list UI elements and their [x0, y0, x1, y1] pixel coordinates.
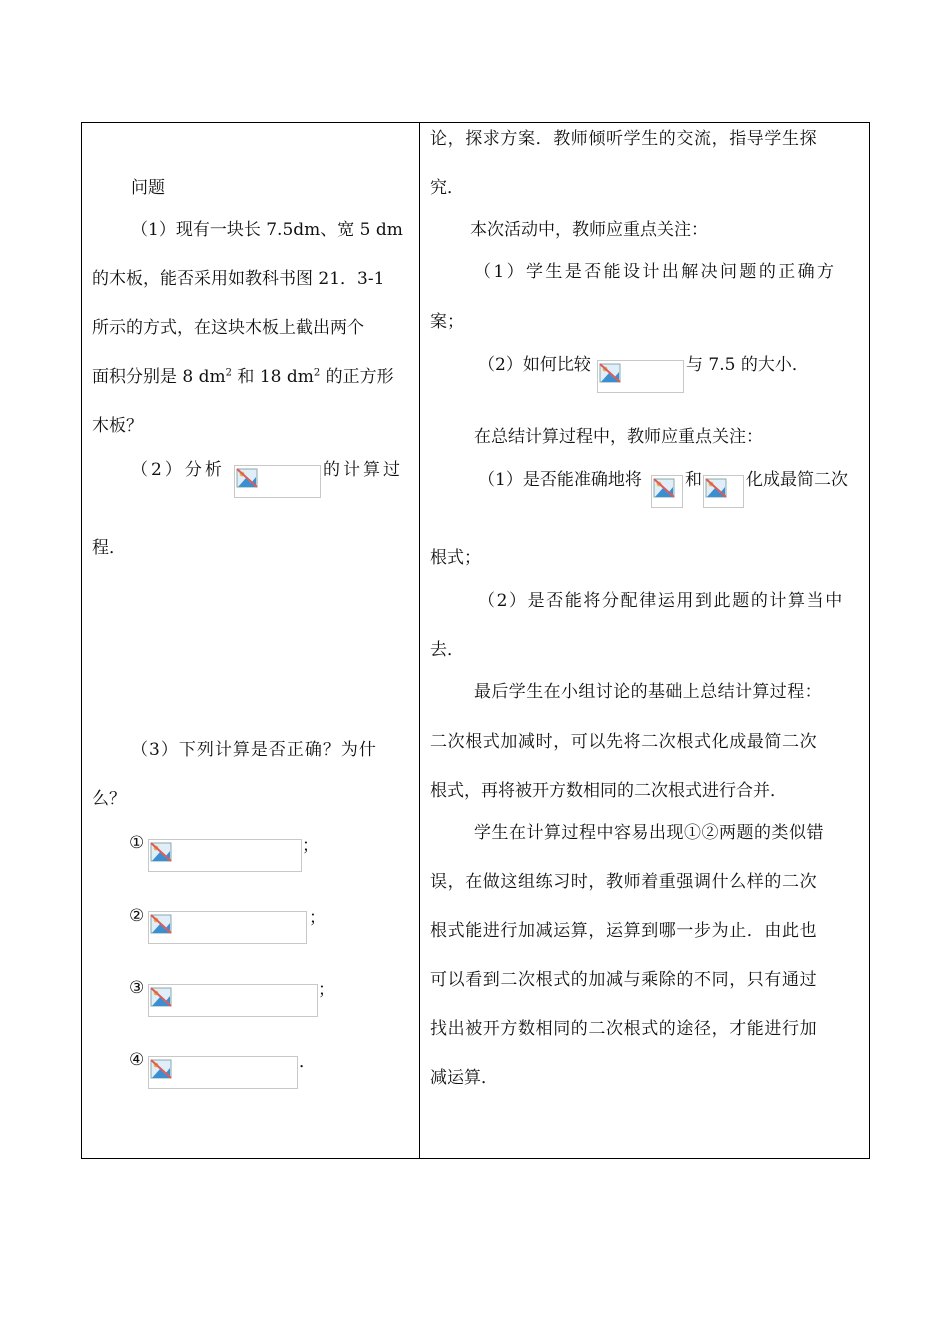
item-marker-2: ② [129, 906, 145, 926]
p6-suffix: 化成最简二次 [746, 470, 848, 490]
p7-line2: 去． [430, 640, 464, 660]
p8-line2: 二次根式加减时，可以先将二次根式化成最简二次 [430, 732, 818, 752]
item-end-2: ； [309, 908, 326, 928]
p9-line3: 根式能进行加减运算，运算到哪一步为止．由此也 [430, 921, 818, 941]
p4-prefix: （2）如何比较 [478, 355, 591, 375]
p9-line5: 找出被开方数相同的二次根式的途径，才能进行加 [430, 1019, 818, 1039]
formula-image-item-2 [148, 911, 307, 944]
q3-line2: 么？ [92, 789, 126, 809]
item-marker-4: ④ [129, 1050, 145, 1070]
q2-suffix: 的计算过 [323, 460, 403, 480]
p6-mid: 和 [685, 470, 702, 490]
column-divider [419, 123, 420, 1158]
q1-line4 [92, 365, 394, 389]
broken-image-icon [149, 840, 173, 864]
p1-line1: 论，探求方案．教师倾听学生的交流，指导学生探 [430, 129, 818, 149]
formula-image-item-3 [148, 984, 318, 1017]
p9-line4: 可以看到二次根式的加减与乘除的不同，只有通过 [430, 970, 818, 990]
q1-line3: 所示的方式，在这块木板上截出两个 [92, 318, 364, 338]
broken-image-icon [149, 1057, 173, 1081]
area-exponent-2: 2 [313, 367, 321, 379]
broken-image-icon [149, 985, 173, 1009]
formula-image-radical-2 [703, 475, 744, 508]
p8-line1: 最后学生在小组讨论的基础上总结计算过程： [474, 682, 822, 702]
formula-image-item-1 [148, 839, 302, 872]
item-end-3: ； [318, 980, 335, 1000]
q1-line2: 的木板，能否采用如教科书图 21．3-1 [92, 269, 385, 289]
formula-image-q2 [234, 465, 321, 498]
broken-image-icon [149, 912, 173, 936]
p3-line2: 案； [430, 312, 464, 332]
p6-line2: 根式； [430, 548, 481, 568]
q2-prefix: （2）分析 [131, 460, 225, 480]
q3-line1: （3）下列计算是否正确？为什 [131, 740, 377, 760]
item-end-4: ． [299, 1052, 316, 1072]
problem-title: 问题 [131, 178, 165, 198]
broken-image-icon [704, 476, 728, 500]
item-end-1: ； [302, 836, 319, 856]
p1-line2: 究． [430, 178, 464, 198]
formula-image-item-4 [148, 1056, 298, 1089]
q1-line4-a: 面积分别是 8 dm [92, 367, 226, 387]
item-marker-1: ① [129, 833, 145, 853]
item-marker-3: ③ [129, 978, 145, 998]
area-exponent-1: 2 [225, 367, 233, 379]
broken-image-icon [235, 466, 259, 490]
p9-line1: 学生在计算过程中容易出现①②两题的类似错 [474, 823, 824, 843]
formula-image-compare [597, 360, 684, 393]
p4-suffix: 与 7.5 的大小． [686, 355, 809, 375]
q1-line4-b: 和 18 dm [232, 367, 314, 387]
broken-image-icon [652, 476, 676, 500]
broken-image-icon [598, 361, 622, 385]
q1-line1: （1）现有一块长 7.5dm、宽 5 dm [131, 220, 403, 240]
q2-line2: 程． [92, 538, 126, 558]
p9-line6: 减运算． [430, 1068, 498, 1088]
p9-line2: 误，在做这组练习时，教师着重强调什么样的二次 [430, 872, 818, 892]
p2: 本次活动中，教师应重点关注： [470, 220, 708, 240]
p6-prefix: （1）是否能准确地将 [478, 470, 642, 490]
p8-line3: 根式，再将被开方数相同的二次根式进行合并． [430, 781, 787, 801]
q1-line4-c: 的正方形 [320, 367, 394, 387]
formula-image-radical-1 [651, 475, 683, 508]
p5: 在总结计算过程中，教师应重点关注： [474, 427, 763, 447]
p7-line1: （2）是否能将分配律运用到此题的计算当中 [478, 591, 844, 611]
p3-line1: （1）学生是否能设计出解决问题的正确方 [474, 262, 837, 282]
q1-line5: 木板？ [92, 416, 143, 436]
